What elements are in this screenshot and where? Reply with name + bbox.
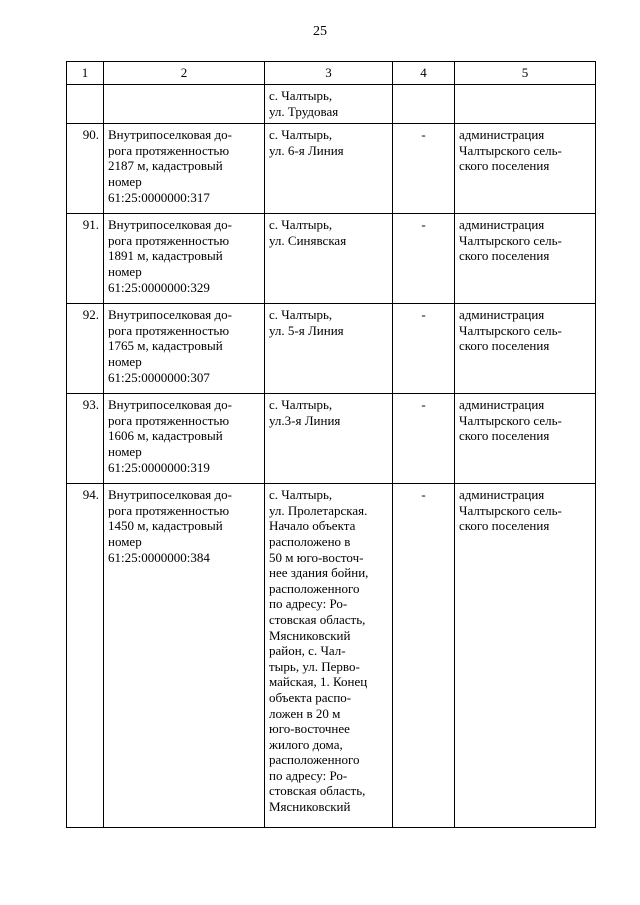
road-description: Внутрипоселковая до- рога протяженностью 1765 м, кадастровый номер 61:25:0000000:307 — [108, 307, 232, 385]
table-row — [67, 304, 596, 394]
road-description: Внутрипоселковая до- рога протяженностью 2187 м, кадастровый номер 61:25:0000000:317 — [108, 127, 232, 205]
header-col-3: 3 — [265, 62, 393, 85]
road-description: Внутрипоселковая до- рога протяженностью 1450 м, кадастровый номер 61:25:0000000:384 — [108, 487, 232, 565]
row-col4-cell — [393, 394, 455, 484]
row-holder-cell — [455, 304, 596, 394]
row-address-cell — [265, 214, 393, 304]
row-holder-cell — [455, 394, 596, 484]
row-number: 90. — [82, 127, 99, 143]
address-text: с. Чалтырь, ул.3-я Линия — [269, 397, 341, 428]
row-number-cell — [67, 85, 104, 124]
row-description-cell — [104, 484, 265, 828]
holder-text: администрация Чалтырского сель- ского поселения — [459, 127, 562, 174]
address-text: с. Чалтырь, ул. 6-я Линия — [269, 127, 344, 158]
row-number-cell — [67, 484, 104, 828]
address-text: с. Чалтырь, ул. 5-я Линия — [269, 307, 344, 338]
row-holder-cell — [455, 124, 596, 214]
address-text: с. Чалтырь, ул. Трудовая — [269, 88, 339, 119]
registry-table — [66, 61, 596, 828]
table-row — [67, 124, 596, 214]
row-number-cell — [67, 214, 104, 304]
address-text: с. Чалтырь, ул. Пролетарская. Начало объекта расположено в 50 м юго-восточ- нее здания бойни, расположенного по адресу: Ро- стовская область, Мясниковский район, с. Чал- тырь, ул. Перво- майская, 1. Конец объекта распо- ложен в 20 м юго-восточнее жилого дома, расположенного по адресу: Ро- стовская область, Мясниковский — [269, 487, 369, 815]
col4-value: - — [421, 487, 426, 503]
address-text: с. Чалтырь, ул. Синявская — [269, 217, 347, 248]
row-description-cell — [104, 394, 265, 484]
holder-text: администрация Чалтырского сель- ского поселения — [459, 487, 562, 534]
holder-text: администрация Чалтырского сель- ского поселения — [459, 217, 562, 264]
row-address-cell — [265, 304, 393, 394]
col4-value: - — [421, 127, 426, 143]
holder-text: администрация Чалтырского сель- ского поселения — [459, 307, 562, 354]
row-description-cell — [104, 124, 265, 214]
row-holder-cell — [455, 85, 596, 124]
row-number: 94. — [82, 487, 99, 503]
page-number: 25 — [313, 24, 327, 39]
row-col4-cell — [393, 484, 455, 828]
row-description-cell — [104, 85, 265, 124]
col4-value: - — [421, 217, 426, 233]
table-row — [67, 484, 596, 828]
header-col-5: 5 — [455, 62, 596, 85]
row-holder-cell — [455, 484, 596, 828]
road-description: Внутрипоселковая до- рога протяженностью 1606 м, кадастровый номер 61:25:0000000:319 — [108, 397, 232, 475]
row-number-cell — [67, 304, 104, 394]
col4-value: - — [421, 397, 426, 413]
road-description: Внутрипоселковая до- рога протяженностью 1891 м, кадастровый номер 61:25:0000000:329 — [108, 217, 232, 295]
row-address-cell — [265, 124, 393, 214]
row-description-cell — [104, 304, 265, 394]
row-col4-cell — [393, 124, 455, 214]
row-holder-cell — [455, 214, 596, 304]
row-col4-cell — [393, 304, 455, 394]
table-row-continuation — [67, 85, 596, 124]
holder-text: администрация Чалтырского сель- ского поселения — [459, 397, 562, 444]
table-header-row — [67, 62, 596, 85]
row-address-cell — [265, 85, 393, 124]
col4-value: - — [421, 307, 426, 323]
row-number: 92. — [82, 307, 99, 323]
header-col-2: 2 — [104, 62, 265, 85]
row-number: 93. — [82, 397, 99, 413]
row-address-cell — [265, 484, 393, 828]
header-col-4: 4 — [393, 62, 455, 85]
table-row — [67, 394, 596, 484]
row-description-cell — [104, 214, 265, 304]
row-number-cell — [67, 394, 104, 484]
row-address-cell — [265, 394, 393, 484]
row-number: 91. — [82, 217, 99, 233]
header-col-1: 1 — [67, 62, 104, 85]
row-number-cell — [67, 124, 104, 214]
row-col4-cell — [393, 214, 455, 304]
row-col4-cell — [393, 85, 455, 124]
table-row — [67, 214, 596, 304]
